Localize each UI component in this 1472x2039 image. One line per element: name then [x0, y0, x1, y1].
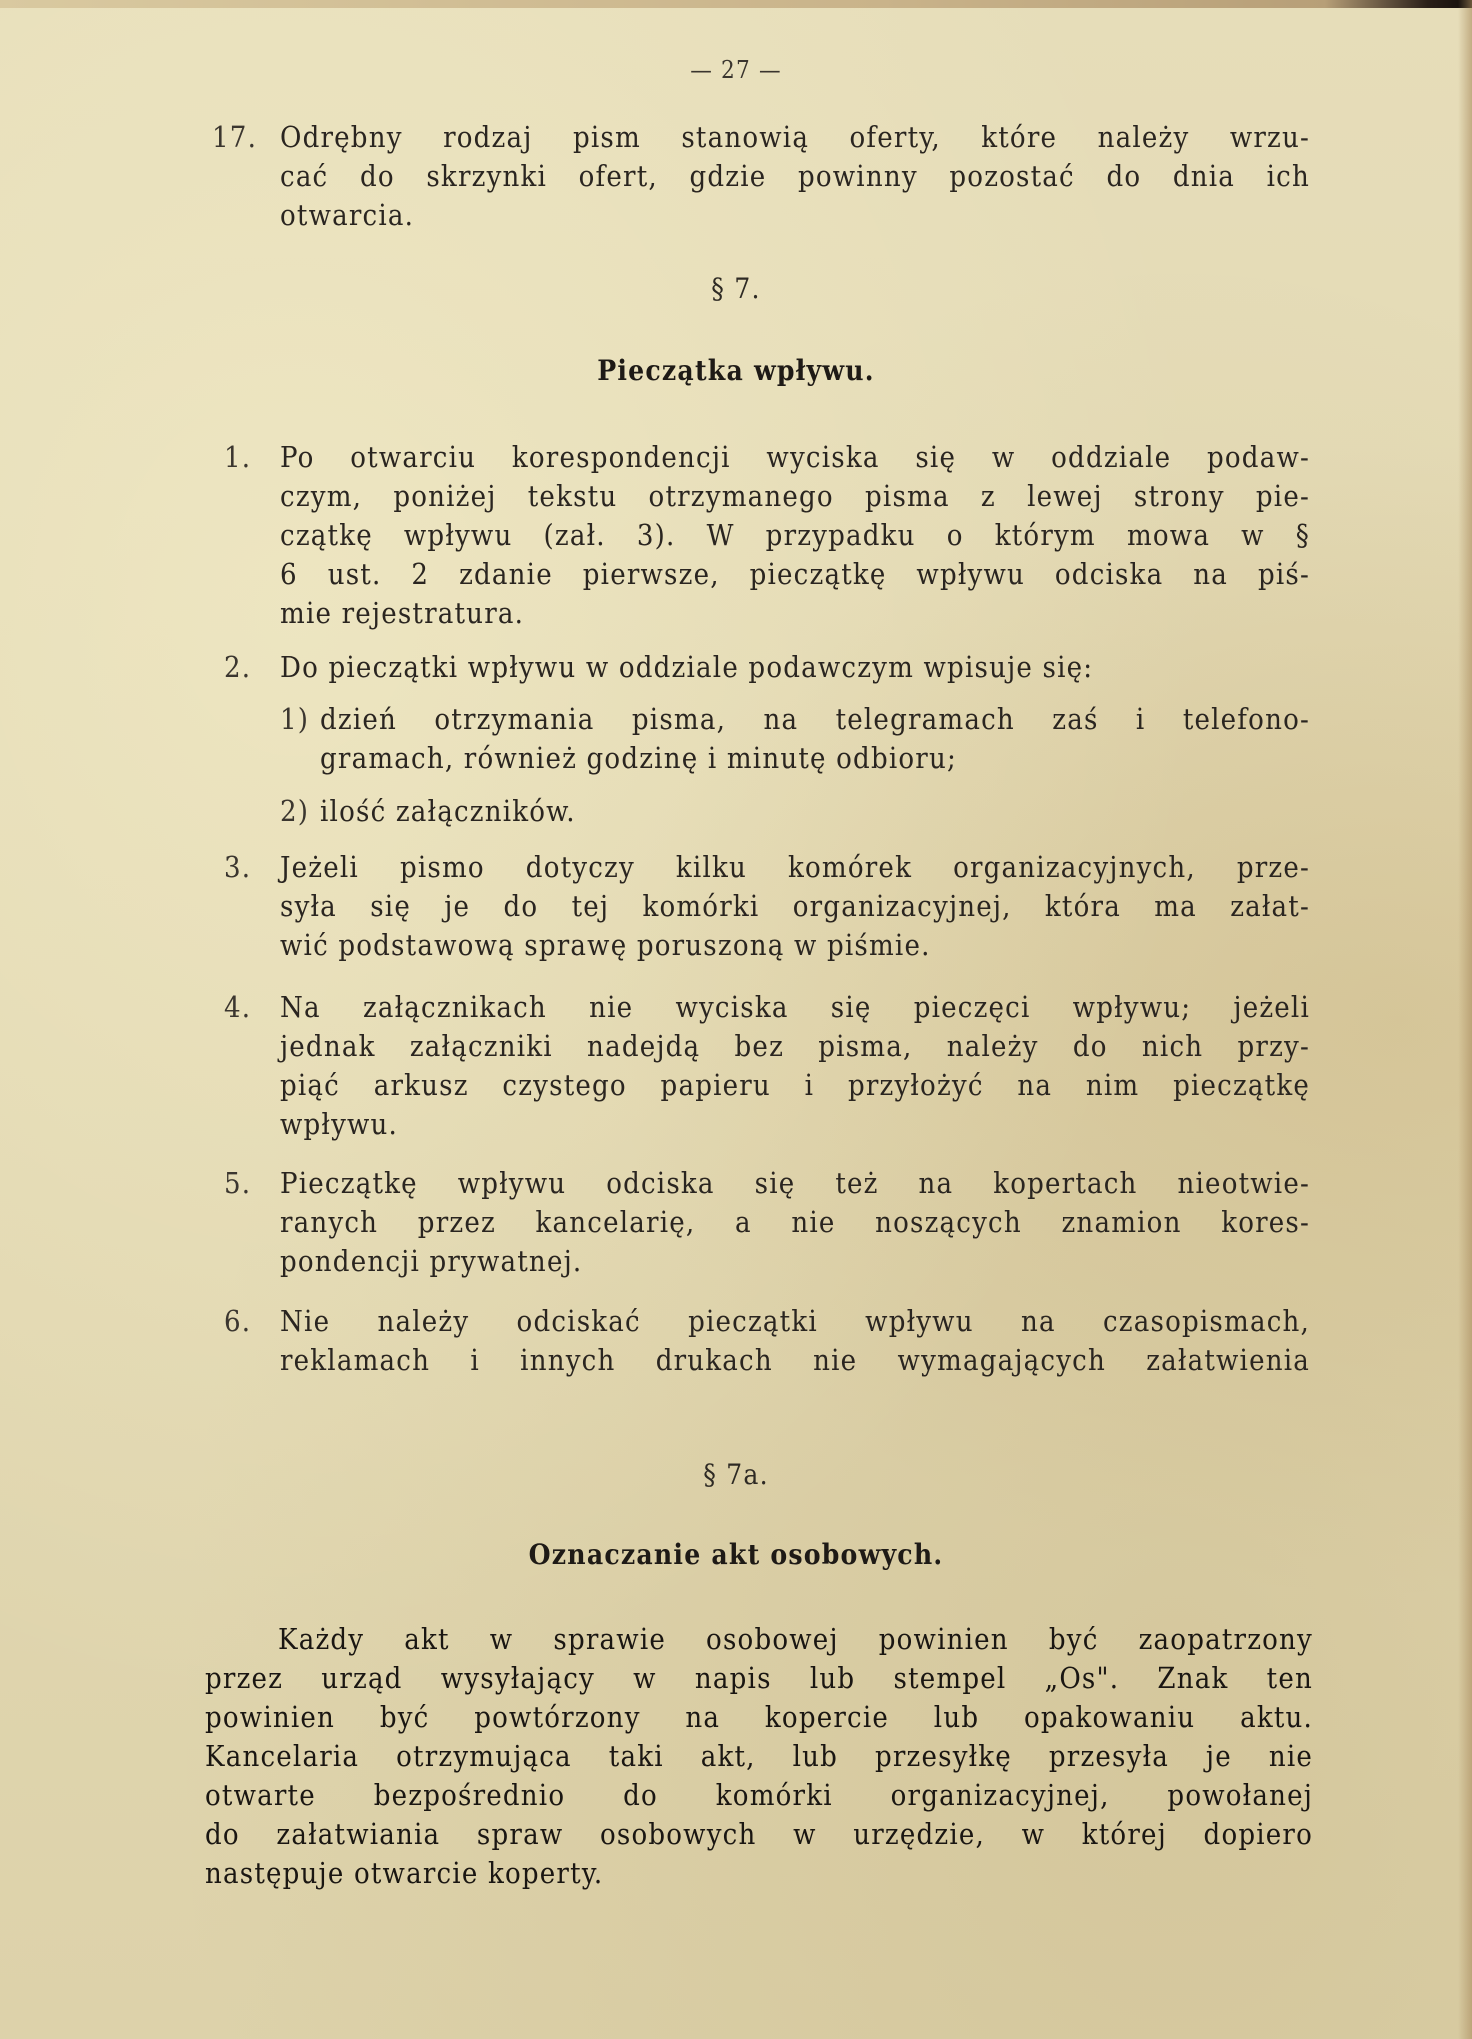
- text-line: mie rejestratura.: [280, 596, 525, 630]
- text-line: gramach, również godzinę i minutę odbioru;: [320, 741, 957, 775]
- section-title: Oznaczanie akt osobowych.: [528, 1538, 944, 1571]
- text-line: reklamach i innych drukach nie wymagających załatwienia: [280, 1343, 1310, 1377]
- text-line: wić podstawową sprawę poruszoną w piśmie.: [280, 928, 931, 962]
- list-item: [224, 848, 1310, 965]
- text-line: Na załącznikach nie wyciska się pieczęci wpływu; jeżeli: [280, 990, 1310, 1024]
- text-line: otwarcia.: [280, 198, 415, 232]
- section-number: § 7.: [711, 272, 761, 305]
- list-item: [224, 1164, 1310, 1281]
- text-line: następuje otwarcie koperty.: [205, 1856, 604, 1890]
- text-line: Po otwarciu korespondencji wyciska się w oddziale podaw-: [280, 440, 1310, 474]
- list-item: [224, 988, 1310, 1144]
- text-line: Odrębny rodzaj pism stanowią oferty, które należy wrzu-: [280, 120, 1310, 154]
- item-number: 6.: [224, 1304, 252, 1338]
- text-line: otwarte bezpośrednio do komórki organizacyjnej, powołanej: [205, 1778, 1313, 1812]
- text-line: piąć arkusz czystego papieru i przyłożyć na nim pieczątkę: [280, 1068, 1310, 1102]
- text-line: czym, poniżej tekstu otrzymanego pisma z lewej strony pie-: [280, 479, 1310, 513]
- section-title: Pieczątka wpływu.: [597, 354, 875, 387]
- body-paragraph: [205, 1620, 1313, 1893]
- text-line: do załatwiania spraw osobowych w urzędzie, w której dopiero: [205, 1817, 1313, 1851]
- item-number: 17.: [212, 120, 258, 154]
- text-line: 6 ust. 2 zdanie pierwsze, pieczątkę wpływu odciska na piś-: [280, 557, 1310, 591]
- sub-item-number: 2): [280, 794, 310, 828]
- text-line: Nie należy odciskać pieczątki wpływu na czasopismach,: [280, 1304, 1310, 1338]
- page-right-edge: [1458, 0, 1472, 2039]
- page-number: — 27 —: [690, 56, 782, 84]
- sub-list-item: [280, 792, 1310, 831]
- section-number: § 7a.: [703, 1458, 769, 1491]
- text-line: przez urząd wysyłający w napis lub stempel „Os". Znak ten: [205, 1661, 1313, 1695]
- text-line: wpływu.: [280, 1107, 399, 1141]
- text-line: ranych przez kancelarię, a nie noszących znamion kores-: [280, 1205, 1310, 1239]
- text-line: pondencji prywatnej.: [280, 1244, 583, 1278]
- text-line: syła się je do tej komórki organizacyjnej, która ma załat-: [280, 889, 1310, 923]
- text-line: ilość załączników.: [320, 794, 576, 828]
- item-number: 3.: [224, 850, 252, 884]
- text-line: cać do skrzynki ofert, gdzie powinny pozostać do dnia ich: [280, 159, 1310, 193]
- text-line: powinien być powtórzony na kopercie lub opakowaniu aktu.: [205, 1700, 1313, 1734]
- text-line: Kancelaria otrzymująca taki akt, lub przesyłkę przesyła je nie: [205, 1739, 1313, 1773]
- item-number: 4.: [224, 990, 252, 1024]
- list-item: [224, 648, 1310, 687]
- page-top-edge: [0, 0, 1472, 8]
- item-number: 5.: [224, 1166, 252, 1200]
- list-item: [224, 1302, 1310, 1380]
- text-line: Każdy akt w sprawie osobowej powinien być zaopatrzony: [278, 1622, 1313, 1656]
- text-line: Jeżeli pismo dotyczy kilku komórek organizacyjnych, prze-: [280, 850, 1310, 884]
- text-line: jednak załączniki nadejdą bez pisma, należy do nich przy-: [280, 1029, 1310, 1063]
- item-number: 1.: [224, 440, 252, 474]
- text-line: czątkę wpływu (zał. 3). W przypadku o którym mowa w §: [280, 518, 1310, 552]
- text-line: Do pieczątki wpływu w oddziale podawczym wpisuje się:: [280, 650, 1094, 684]
- sub-item-number: 1): [280, 702, 310, 736]
- item-number: 2.: [224, 650, 252, 684]
- list-item: [224, 438, 1310, 633]
- text-line: dzień otrzymania pisma, na telegramach zaś i telefono-: [320, 702, 1310, 736]
- list-item-17: [212, 118, 1310, 235]
- sub-list-item: [280, 700, 1310, 778]
- text-line: Pieczątkę wpływu odciska się też na kopertach nieotwie-: [280, 1166, 1310, 1200]
